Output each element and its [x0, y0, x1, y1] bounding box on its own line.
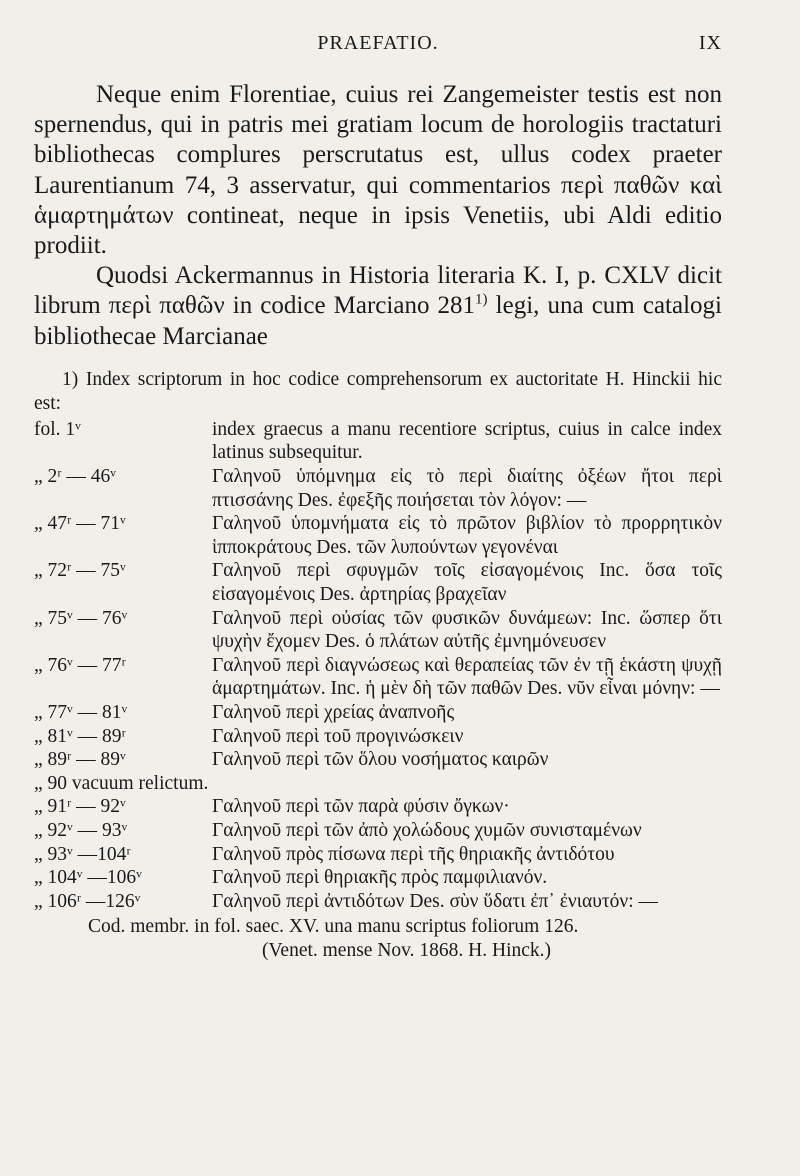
running-header [34, 32, 722, 68]
folio-range: „ 47ʳ — 71ᵛ [34, 513, 126, 535]
entry-text: Γαληνοῦ περὶ οὐσίας τῶν φυσικῶν δυνάμεων: Inc. ὥσπερ ὅτι ψυχὴν ἔχομεν Des. ὁ πλάτων αὐτῆς ἐμνημόνευσεν [212, 607, 722, 653]
paragraph: Neque enim Florentiae, cuius rei Zangemeister testis est non spernendus, qui in patris mei gratiam locum de horologiis tractaturi bibliothecas complures perscrutatus est, ullus codex praeter Laurentianum 74, 3 asservatur, qui commentarios περὶ παθῶν καὶ ἁμαρτημάτων contineat, neque in ipsis Venetiis, ubi Aldi editio prodiit. [34, 81, 722, 260]
folio-range: „ 77ᵛ — 81ᵛ [34, 701, 128, 723]
folio-range: „ 75ᵛ — 76ᵛ [34, 607, 128, 629]
index-entry [34, 772, 722, 796]
folio-range: „ 81ᵛ — 89ʳ [34, 725, 126, 747]
index-entry [34, 890, 722, 914]
folio-range: fol. 1ᵛ [34, 418, 81, 440]
index-entry [34, 418, 722, 465]
entry-text: Γαληνοῦ περὶ τοῦ προγινώσκειν [212, 725, 464, 747]
index-entry [34, 701, 722, 725]
body-text [34, 80, 722, 352]
folio-range: „ 90 vacuum relictum. [34, 772, 209, 794]
entry-text: Γαληνοῦ ὑπομνήματα εἰς τὸ πρῶτον βιβλίον τὸ προρρητικὸν ἱπποκράτους Des. τῶν λυπούντων γεγονέναι [212, 513, 722, 558]
folio-range: „ 93ᵛ —104ʳ [34, 843, 131, 865]
folio-range: „ 76ᵛ — 77ʳ [34, 654, 126, 676]
folio-range: „ 72ʳ — 75ᵛ [34, 560, 126, 582]
signature-line: (Venet. mense Nov. 1868. H. Hinck.) [262, 940, 552, 962]
footnote-closing [34, 915, 722, 963]
codex-description: Cod. membr. in fol. saec. XV. una manu scriptus foliorum 126. [88, 916, 579, 938]
entry-text: Γαληνοῦ περὶ σφυγμῶν τοῖς εἰσαγομένοις Inc. ὅσα τοῖς εἰσαγομένοις Des. ἀρτηρίας βραχεῖαν [212, 560, 722, 605]
folio-range: „ 106ʳ —126ᵛ [34, 890, 141, 912]
index-entry [34, 866, 722, 890]
entry-text [212, 772, 722, 796]
footnote-index-table [34, 418, 722, 913]
entry-text: Γαληνοῦ περὶ τῶν παρὰ φύσιν ὄγκων· [212, 796, 510, 818]
index-entry [34, 465, 722, 512]
page-number: IX [698, 32, 722, 54]
header-title: PRAEFATIO. [317, 32, 439, 54]
folio-range: „ 2ʳ — 46ᵛ [34, 466, 116, 488]
entry-text: Γαληνοῦ περὶ τῶν ὅλου νοσήματος καιρῶν [212, 749, 549, 771]
index-entry [34, 795, 722, 819]
folio-range: „ 92ᵛ — 93ᵛ [34, 819, 128, 841]
paragraph [34, 261, 722, 352]
index-entry [34, 654, 722, 701]
entry-text: Γαληνοῦ περὶ θηριακῆς πρὸς παμφιλιανόν. [212, 867, 548, 889]
paragraph-text: Quodsi Ackermannus in Historia literaria K. I, p. CXLV dicit librum περὶ παθῶν in codice Marciano 281 [34, 262, 722, 320]
paragraph-text: legi, una cum catalogi bibliothecae Marcianae [34, 292, 722, 350]
entry-text: Γαληνοῦ πρὸς πίσωνα περὶ τῆς θηριακῆς ἀντιδότου [212, 843, 615, 865]
index-entry [34, 748, 722, 772]
folio-range: „ 91ʳ — 92ᵛ [34, 796, 126, 818]
index-entry [34, 559, 722, 606]
entry-text: index graecus a manu recentiore scriptus, cuius in calce index latinus subsequitur. [212, 418, 722, 464]
entry-text: Γαληνοῦ περὶ χρείας ἀναπνοῆς [212, 701, 455, 723]
index-entry [34, 725, 722, 749]
folio-range: „ 89ʳ — 89ᵛ [34, 749, 126, 771]
index-entry [34, 843, 722, 867]
footnote-marker[interactable]: 1) [475, 292, 488, 309]
index-entry [34, 512, 722, 559]
entry-text: Γαληνοῦ περὶ ἀντιδότων Des. σὺν ὕδατι ἐπ᾽ ἐνιαυτόν: — [212, 890, 659, 912]
index-entry [34, 607, 722, 654]
entry-text: Γαληνοῦ περὶ τῶν ἀπὸ χολώδους χυμῶν συνισταμένων [212, 819, 642, 841]
page [34, 32, 722, 963]
entry-text: Γαληνοῦ ὑπόμνημα εἰς τὸ περὶ διαίτης ὀξέων ἤτοι περὶ πτισσάνης Des. ἐφεξῆς ποιήσεται τὸν λόγον: — [212, 466, 722, 511]
footnote-intro: 1) Index scriptorum in hoc codice comprehensorum ex auctoritate H. Hinckii hic est: [34, 368, 722, 414]
entry-text: Γαληνοῦ περὶ διαγνώσεως καὶ θεραπείας τῶν ἐν τῇ ἑκάστη ψυχῇ ἁμαρτημάτων. Inc. ἡ μὲν δὴ τῶν παθῶν Des. νῦν εἶναι μόνην: — [212, 654, 722, 700]
index-entry [34, 819, 722, 843]
folio-range: „ 104ᵛ —106ᵛ [34, 867, 142, 889]
